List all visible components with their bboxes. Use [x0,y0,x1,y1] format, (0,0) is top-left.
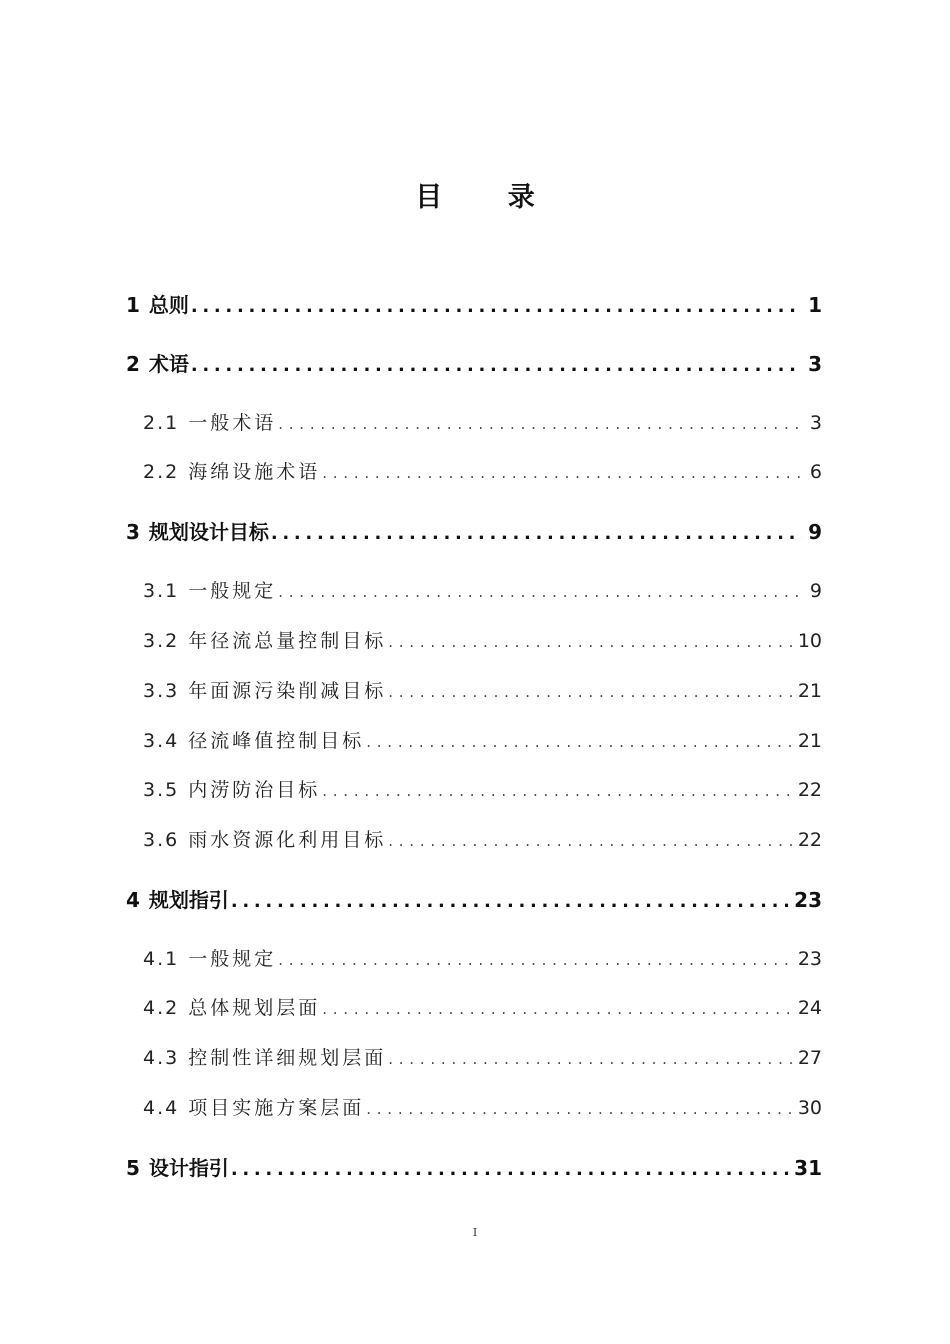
toc-leader-dots [278,407,804,441]
toc-entry-label [143,724,364,758]
toc-page-number: 30 [797,1097,822,1119]
toc-entry-text: 总体规划层面 [188,997,321,1019]
toc-entry-label [143,406,276,440]
toc-entry-text: 项目实施方案层面 [188,1097,365,1119]
toc-entry-text: 年面源污染削减目标 [188,680,387,702]
toc-leader-dots [191,290,802,324]
toc-entry-number: 1 [126,293,140,317]
toc-entry-text: 总则 [148,293,189,317]
page-title: 目 录 [415,182,563,213]
toc-leader-dots [322,456,804,490]
toc-page-number: 10 [797,630,822,652]
toc-entry-4-2[interactable] [143,991,822,1025]
toc-entry-2-1[interactable] [143,406,822,440]
toc-entry-number: 2.2 [143,461,180,483]
toc-entry-3-6[interactable] [143,823,822,857]
toc-leader-dots [366,725,792,759]
toc-entry-label [143,1041,386,1075]
toc-page-number: 21 [797,730,822,752]
toc-entry-label [143,991,320,1025]
toc-page-number: 22 [797,779,822,801]
toc-entry-text: 一般规定 [188,580,277,602]
toc-entry-number: 4 [126,888,140,912]
toc-entry-label [126,347,189,381]
toc-entry-text: 径流峰值控制目标 [188,730,365,752]
toc-entry-text: 年径流总量控制目标 [188,630,387,652]
toc-entry-number: 3.4 [143,730,180,752]
toc-entry-text: 一般规定 [188,948,277,970]
toc-entry-3-5[interactable] [143,773,822,807]
toc-entry-5[interactable] [126,1151,822,1185]
toc-entry-label [143,455,320,489]
toc-entry-label [143,1091,364,1125]
toc-entry-text: 设计指引 [148,1156,229,1180]
toc-leader-dots [388,675,792,709]
toc-page-number: 23 [797,948,822,970]
toc-entry-number: 3.2 [143,630,180,652]
toc-entry-label [143,674,386,708]
toc-entry-2-2[interactable] [143,455,822,489]
toc-entry-text: 内涝防治目标 [188,779,321,801]
toc-entry-3-4[interactable] [143,724,822,758]
toc-entry-text: 海绵设施术语 [188,461,321,483]
toc-entry-number: 2.1 [143,412,180,434]
toc-entry-1[interactable] [126,288,822,322]
toc-page-number: 6 [809,461,822,483]
toc-entry-number: 4.4 [143,1097,180,1119]
toc-entry-label [143,823,386,857]
toc-entry-text: 规划指引 [148,888,229,912]
toc-page-number: 23 [794,888,822,912]
toc-entry-3-3[interactable] [143,674,822,708]
toc-entry-label [143,942,276,976]
toc-page-number: 27 [797,1047,822,1069]
toc-entry-number: 5 [126,1156,140,1180]
toc-page-number: 3 [809,412,822,434]
toc-leader-dots [388,824,792,858]
toc-entry-label [143,624,386,658]
toc-leader-dots [231,885,788,919]
toc-leader-dots [322,992,792,1026]
toc-entry-label [126,883,229,917]
toc-leader-dots [388,1042,792,1076]
toc-page-number: 9 [808,520,822,544]
toc-entry-number: 4.2 [143,997,180,1019]
toc-entry-number: 4.1 [143,948,180,970]
toc-leader-dots [366,1092,792,1126]
toc-entry-3-2[interactable] [143,624,822,658]
toc-entry-label [143,574,276,608]
toc-entry-number: 3 [126,520,140,544]
toc-entry-label [143,773,320,807]
toc-entry-2[interactable] [126,347,822,381]
toc-leader-dots [322,774,792,808]
toc-page-number: 22 [797,829,822,851]
toc-entry-text: 一般术语 [188,412,277,434]
toc-entry-number: 3.5 [143,779,180,801]
toc-page-number: 31 [794,1156,822,1180]
toc-page-number: 9 [809,580,822,602]
toc-leader-dots [278,575,804,609]
toc-entry-text: 控制性详细规划层面 [188,1047,387,1069]
toc-entry-4[interactable] [126,883,822,917]
toc-leader-dots [271,517,802,551]
toc-entry-4-3[interactable] [143,1041,822,1075]
toc-page-number: 1 [808,293,822,317]
toc-entry-number: 2 [126,352,140,376]
toc-entry-label [126,1151,229,1185]
toc-entry-label [126,288,189,322]
toc-leader-dots [278,943,792,977]
toc-page-number: 21 [797,680,822,702]
toc-entry-text: 规划设计目标 [148,520,269,544]
toc-entry-number: 4.3 [143,1047,180,1069]
toc-entry-number: 3.6 [143,829,180,851]
toc-entry-4-4[interactable] [143,1091,822,1125]
toc-entry-3[interactable] [126,515,822,549]
toc-entry-number: 3.1 [143,580,180,602]
toc-leader-dots [231,1153,788,1187]
toc-entry-text: 术语 [148,352,189,376]
toc-page-number: 24 [797,997,822,1019]
toc-entry-label [126,515,269,549]
toc-leader-dots [191,349,802,383]
toc-entry-text: 雨水资源化利用目标 [188,829,387,851]
toc-entry-number: 3.3 [143,680,180,702]
page-number-footer: I [472,1226,478,1239]
toc-entry-4-1[interactable] [143,942,822,976]
toc-page-number: 3 [808,352,822,376]
toc-leader-dots [388,625,792,659]
toc-entry-3-1[interactable] [143,574,822,608]
